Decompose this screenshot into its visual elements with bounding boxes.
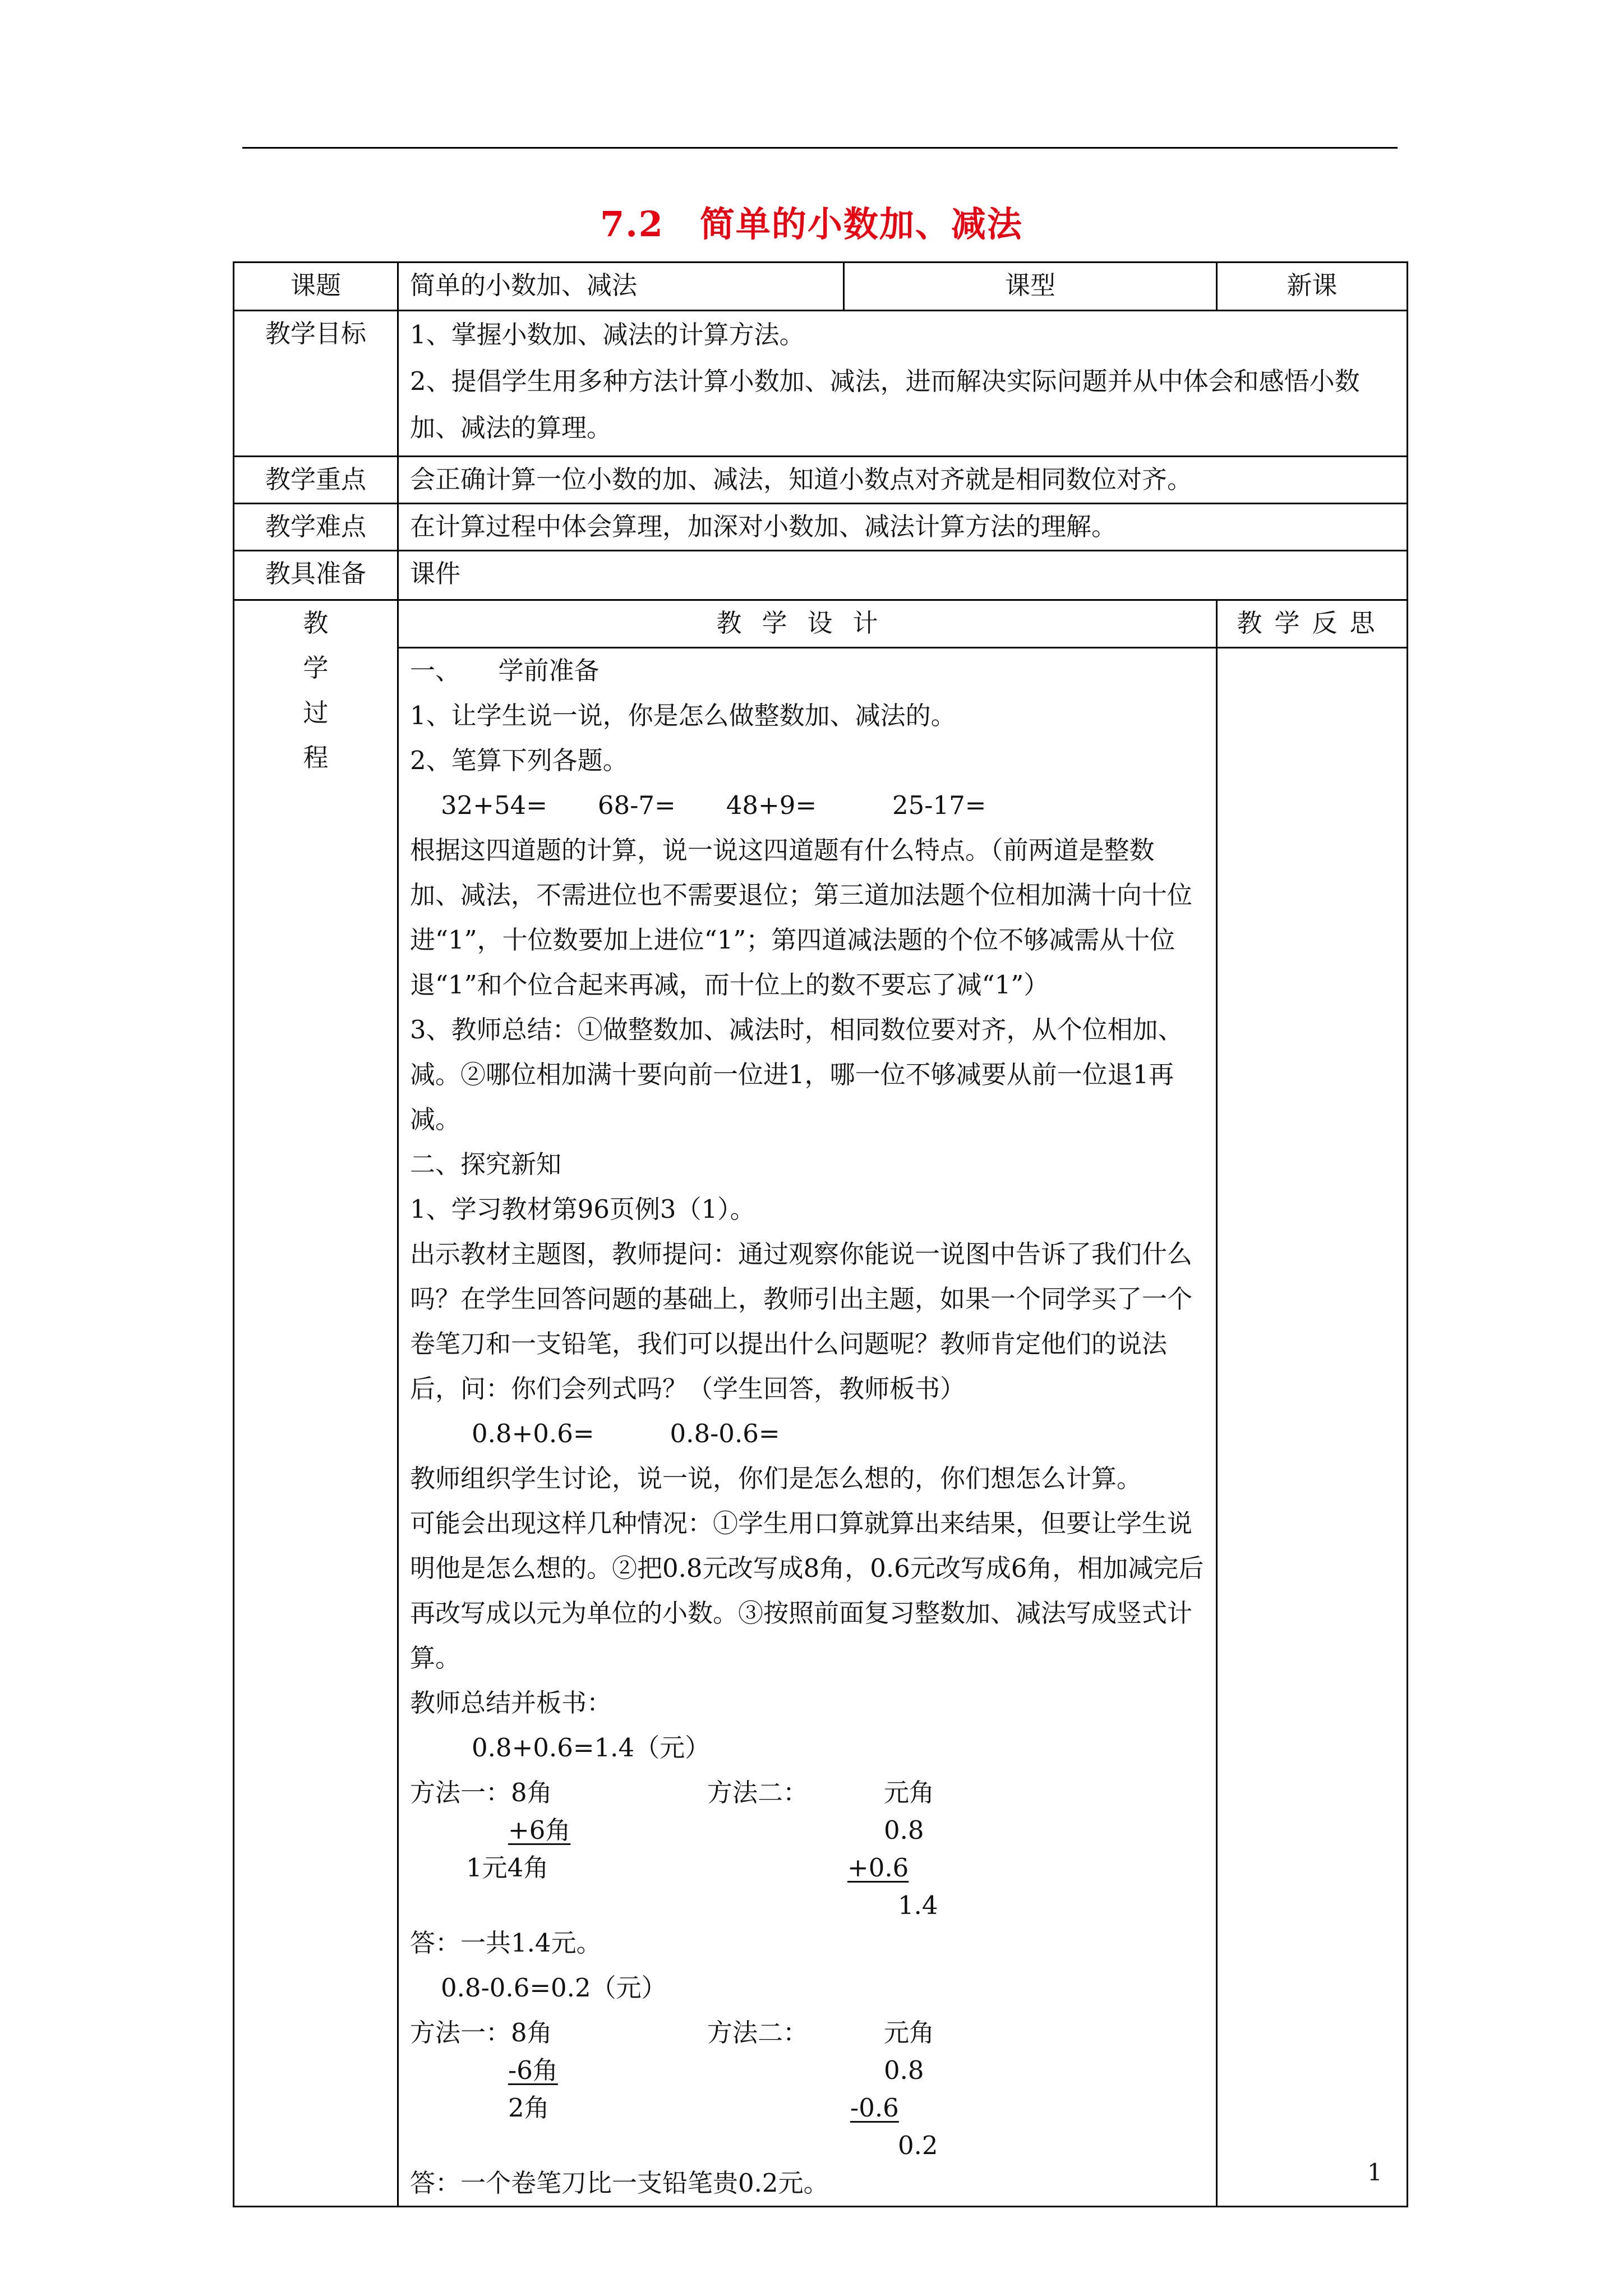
page-number: 1 <box>1367 2159 1382 2186</box>
vertical-result: 0.2 <box>898 2131 938 2160</box>
paragraph: 根据这四道题的计算，说一说这四道题有什么特点。（前两道是整数加、减法，不需进位也不需要退位；第三道加法题个位相加满十向十位进“1”，十位数要加上进位“1”；第四道减法题的个位不够减需从十位退“1”和个位合起来再减，而十位上的数不要忘了减“1”） <box>410 835 1193 1000</box>
materials-value: 课件 <box>398 551 1408 600</box>
method-two-label: 方法二： <box>707 1778 809 1807</box>
paragraph: 2、笔算下列各题。 <box>410 746 628 775</box>
key-points-value: 会正确计算一位小数的加、减法，知道小数点对齐就是相同数位对齐。 <box>398 457 1408 504</box>
unit-header: 元角 <box>884 1778 935 1807</box>
paragraph: 可能会出现这样几种情况：①学生用口算就算出来结果，但要让学生说明他是怎么想的。②把0.8元改写成8角，0.6元改写成6角，相加减完后再改写成以元为单位的小数。③按照前面复习整数加、减法写成竖式计算。 <box>410 1508 1204 1673</box>
difficulties-row <box>234 504 1408 551</box>
addition-equation: 0.8+0.6=1.4（元） <box>472 1733 711 1763</box>
subtraction-method-row <box>410 2048 1205 2086</box>
vertical-operand: +0.6 <box>847 1853 909 1883</box>
subtraction-equation: 0.8-0.6=0.2（元） <box>441 1973 667 2003</box>
method-one-label: 方法一：8角 <box>410 1778 552 1807</box>
reflection-header: 教学反思 <box>1217 600 1408 648</box>
objectives-label: 教学目标 <box>234 311 398 457</box>
section-heading: 二、探究新知 <box>410 1149 562 1179</box>
objectives-row <box>234 311 1408 457</box>
addition-method-row <box>410 1808 1205 1846</box>
subtraction-method-row <box>410 2086 1205 2123</box>
reflection-cell <box>1217 648 1408 2207</box>
vertical-operand: 0.8 <box>884 2055 924 2085</box>
process-label <box>234 600 398 2207</box>
lesson-type-label: 课型 <box>844 263 1217 311</box>
exercise-list: 32+54= 68-7= 48+9= 25-17= <box>441 790 986 820</box>
addend-line: +6角 <box>508 1815 571 1845</box>
process-label-char: 教 <box>303 608 329 638</box>
header-rule <box>242 147 1398 149</box>
materials-row <box>234 551 1408 600</box>
vertical-result: 1.4 <box>898 1890 938 1920</box>
equation-list: 0.8+0.6= 0.8-0.6= <box>472 1419 780 1448</box>
difficulties-label: 教学难点 <box>234 504 398 551</box>
document-title: 7.2 简单的小数加、减法 <box>600 204 1023 245</box>
section-heading: 一、 学前准备 <box>410 656 600 685</box>
unit-header: 元角 <box>884 2018 935 2047</box>
addition-method-row <box>410 1883 1205 1921</box>
process-label-char: 过 <box>303 698 329 728</box>
subtraction-method-row <box>410 2123 1205 2161</box>
objectives-cell <box>398 311 1408 457</box>
vertical-operand: 0.8 <box>884 1815 924 1845</box>
addition-answer: 答：一共1.4元。 <box>410 1928 602 1958</box>
process-header-row <box>234 600 1408 648</box>
key-points-label: 教学重点 <box>234 457 398 504</box>
paragraph: 1、学习教材第96页例3（1）。 <box>410 1194 755 1224</box>
paragraph: 1、让学生说一说，你是怎么做整数加、减法的。 <box>410 701 956 730</box>
addition-method-row <box>410 1846 1205 1883</box>
materials-label: 教具准备 <box>234 551 398 600</box>
subtrahend-line: -6角 <box>508 2055 558 2085</box>
process-label-char: 学 <box>303 653 329 683</box>
difficulties-value: 在计算过程中体会算理，加深对小数加、减法计算方法的理解。 <box>398 504 1408 551</box>
result-line: 1元4角 <box>466 1853 549 1883</box>
result-line: 2角 <box>508 2093 550 2123</box>
lesson-plan-table <box>233 261 1408 2207</box>
vertical-operand: -0.6 <box>850 2093 899 2123</box>
paragraph: 出示教材主题图，教师提问：通过观察你能说一说图中告诉了我们什么吗？在学生回答问题的基础上，教师引出主题，如果一个同学买了一个卷笔刀和一支铅笔，我们可以提出什么问题呢？教师肯定他们的说法后，问：你们会列式吗？（学生回答，教师板书） <box>410 1239 1193 1404</box>
topic-value: 简单的小数加、减法 <box>398 263 844 311</box>
subtraction-answer: 答：一个卷笔刀比一支铅笔贵0.2元。 <box>410 2168 829 2198</box>
key-points-row <box>234 457 1408 504</box>
addition-method-row <box>410 1770 1205 1808</box>
topic-label: 课题 <box>234 263 398 311</box>
method-two-label: 方法二： <box>707 2018 809 2047</box>
objective-item: 2、提倡学生用多种方法计算小数加、减法，进而解决实际问题并从中体会和感悟小数加、减法的算理。 <box>410 366 1360 443</box>
subtraction-method-row <box>410 2010 1205 2048</box>
lesson-type-value: 新课 <box>1217 263 1408 311</box>
paragraph: 教师组织学生讨论，说一说，你们是怎么想的，你们想怎么计算。 <box>410 1464 1142 1493</box>
topic-row <box>234 263 1408 311</box>
objective-item: 1、掌握小数加、减法的计算方法。 <box>410 320 805 349</box>
process-content-row <box>234 648 1408 2207</box>
process-content <box>398 648 1217 2207</box>
process-label-char: 程 <box>303 743 329 772</box>
paragraph: 教师总结并板书： <box>410 1688 612 1718</box>
paragraph: 3、教师总结：①做整数加、减法时，相同数位要对齐，从个位相加、减。②哪位相加满十要向前一位进1，哪一位不够减要从前一位退1再减。 <box>410 1015 1183 1134</box>
method-one-label: 方法一：8角 <box>410 2018 552 2047</box>
design-header: 教学设计 <box>398 600 1217 648</box>
